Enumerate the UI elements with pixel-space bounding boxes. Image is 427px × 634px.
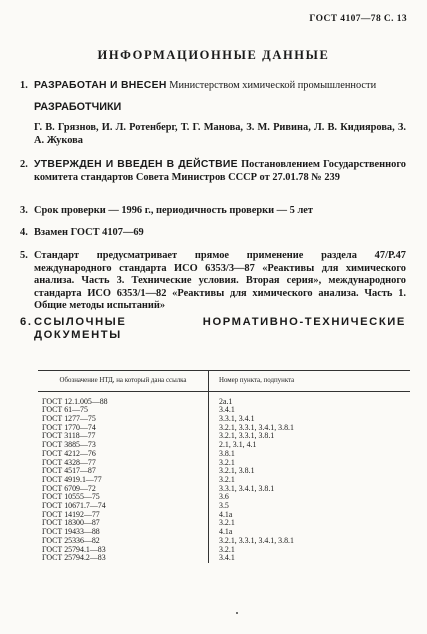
clause-cell: 3.3.1, 3.4.1 <box>219 414 255 423</box>
document-cell: ГОСТ 61—75 <box>38 406 209 415</box>
document-cell: ГОСТ 4517—87 <box>38 467 209 476</box>
document-cell: ГОСТ 1277—75 <box>38 415 209 424</box>
item-text: ССЫЛОЧНЫЕ НОРМАТИВНО-ТЕХНИЧЕСКИЕ ДОКУМЕНТЫ <box>34 316 406 341</box>
document-cell: ГОСТ 4328—77 <box>38 459 209 468</box>
item-text: Взамен ГОСТ 4107—69 <box>34 227 144 238</box>
document-cell: ГОСТ 18300—87 <box>38 519 209 528</box>
info-item-3 <box>20 205 406 218</box>
column-header-clause: Номер пункта, подпункта <box>209 371 411 392</box>
item-lead: УТВЕРЖДЕН И ВВЕДЕН В ДЕЙСТВИЕ <box>34 159 238 170</box>
document-cell: ГОСТ 25336—82 <box>38 537 209 546</box>
document-cell: ГОСТ 4212—76 <box>38 450 209 459</box>
document-cell: ГОСТ 10555—75 <box>38 493 209 502</box>
info-item-4 <box>20 227 406 240</box>
clause-cell: 3.2.1, 3.3.1, 3.4.1, 3.8.1 <box>219 422 294 432</box>
page-header: ГОСТ 4107—78 С. 13 <box>309 14 407 24</box>
clause-cell: 3.4.1 <box>219 405 235 415</box>
item-number: 3. <box>20 205 28 216</box>
developers-heading: РАЗРАБОТЧИКИ <box>34 100 122 113</box>
scan-speck <box>236 612 238 614</box>
document-cell: ГОСТ 6709—72 <box>38 485 209 494</box>
document-cell: ГОСТ 3118—77 <box>38 432 209 441</box>
clause-cell: 4.1а <box>219 527 233 537</box>
column-header-document: Обозначение НТД, на который дана ссылка <box>38 371 209 392</box>
clause-cell: 3.4.1 <box>219 553 235 563</box>
table-row <box>38 554 410 563</box>
item-number: 5. <box>20 250 28 261</box>
clause-cell: 3.5 <box>219 501 229 511</box>
document-cell: ГОСТ 14192—77 <box>38 511 209 520</box>
item-number: 1. <box>20 80 28 91</box>
clause-cell: 3.8.1 <box>219 448 235 458</box>
reference-documents-table <box>38 370 410 563</box>
clause-cell: 3.2.1, 3.3.1, 3.8.1 <box>219 431 275 441</box>
clause-cell: 2а.1 <box>219 396 233 406</box>
clause-cell: 3.2.1, 3.3.1, 3.4.1, 3.8.1 <box>219 535 294 545</box>
developers-list: Г. В. Грязнов, И. Л. Ротенберг, Т. Г. Манова, З. М. Ривина, Л. В. Кидиярова, З. А. Жукова <box>34 122 406 146</box>
clause-cell: 3.2.1 <box>219 518 235 528</box>
item-lead: РАЗРАБОТАН И ВНЕСЕН <box>34 80 167 91</box>
document-cell: ГОСТ 19433—88 <box>38 528 209 537</box>
info-item-1 <box>20 80 406 147</box>
item-text: Постановлением Государственного комитета стандартов Совета Министров СССР от 27.01.78 № 239 <box>34 159 406 183</box>
clause-cell: 4.1а <box>219 509 233 519</box>
item-text: Стандарт предусматривает прямое применение раздела 47/Р.47 международного стандарта ИСО 6353/3—87 «Реактивы для химического анализа. Часть 3. Технические условия. Вторая серия», международного стандарта ИСО 6353/1—82 «Реактивы для химического анализа. Часть 1. Общие методы испытаний» <box>34 250 406 312</box>
item-text: Министерством химической промышленности <box>166 80 377 91</box>
item-text: Срок проверки — 1996 г., периодичность проверки — 5 лет <box>34 205 313 216</box>
table-row <box>38 391 410 406</box>
clause-cell: 3.2.1 <box>219 457 235 467</box>
document-cell: ГОСТ 25794.2—83 <box>38 554 209 563</box>
document-cell: ГОСТ 3885—73 <box>38 441 209 450</box>
table-header-row <box>38 371 410 392</box>
info-item-2 <box>20 159 406 184</box>
section-title: ИНФОРМАЦИОННЫЕ ДАННЫЕ <box>97 48 330 62</box>
item-number: 2. <box>20 159 28 170</box>
info-item-5 <box>20 250 406 313</box>
clause-cell: 3.3.1, 3.4.1, 3.8.1 <box>219 483 275 493</box>
document-cell: ГОСТ 25794.1—83 <box>38 546 209 555</box>
clause-cell: 3.2.1 <box>219 544 235 554</box>
clause-cell: 3.2.1 <box>219 474 235 484</box>
clause-cell: 3.2.1, 3.8.1 <box>219 466 255 476</box>
info-item-6 <box>20 316 406 342</box>
item-number: 4. <box>20 227 28 238</box>
document-cell: ГОСТ 4919.1—77 <box>38 476 209 485</box>
table-body <box>38 391 410 563</box>
clause-cell: 2.1, 3.1, 4.1 <box>219 440 257 450</box>
document-cell: ГОСТ 10671.7—74 <box>38 502 209 511</box>
item-number: 6. <box>20 316 33 328</box>
document-cell: ГОСТ 1770—74 <box>38 424 209 433</box>
document-cell: ГОСТ 12.1.005—88 <box>38 391 209 406</box>
clause-cell: 3.6 <box>219 492 229 502</box>
